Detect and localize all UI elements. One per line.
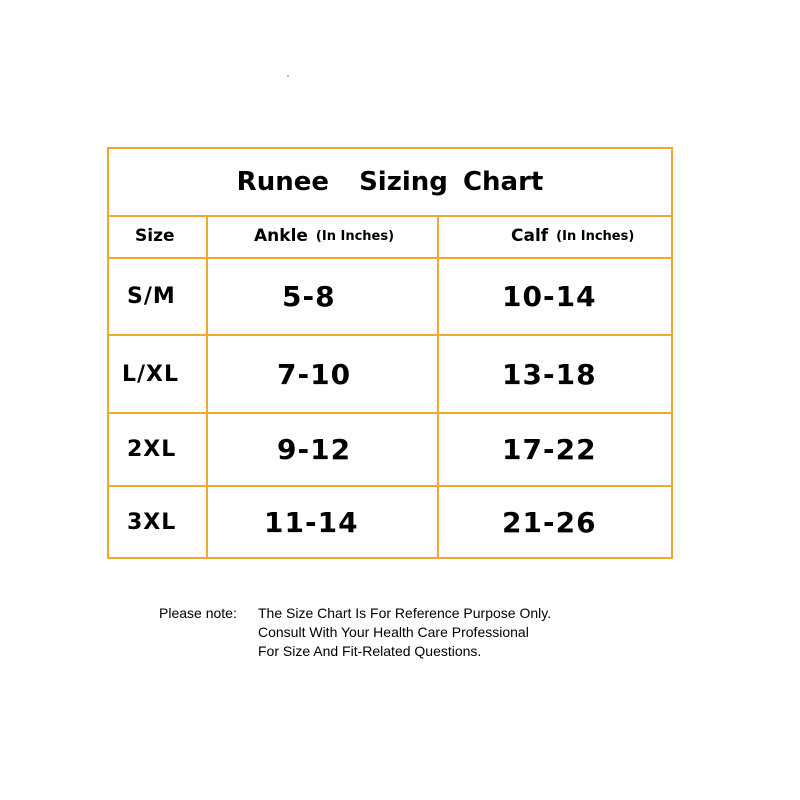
- header-calf-label: Calf: [511, 226, 549, 246]
- header-ankle-unit: (In Inches): [315, 228, 395, 244]
- ankle-cell: 11-14: [264, 505, 359, 539]
- sizing-chart-table: [107, 147, 673, 559]
- size-cell: 2XL: [127, 437, 177, 462]
- header-calf-unit: (In Inches): [556, 228, 635, 244]
- ankle-cell: 5-8: [282, 280, 336, 313]
- header-calf: [511, 215, 634, 257]
- note-line: For Size And Fit-Related Questions.: [258, 643, 482, 659]
- size-cell: L/XL: [122, 361, 180, 387]
- chart-title: Runee Sizing Chart: [236, 167, 544, 197]
- note-text: [258, 604, 551, 661]
- table-row: [109, 487, 671, 557]
- ankle-cell: 7-10: [277, 357, 352, 391]
- size-cell: S/M: [127, 284, 176, 309]
- calf-cell: 13-18: [502, 357, 597, 391]
- table-row: [109, 414, 671, 485]
- note-label: Please note:: [159, 605, 237, 621]
- size-cell: 3XL: [127, 509, 177, 535]
- header-ankle: [254, 215, 394, 257]
- table-row: [109, 336, 671, 412]
- header-size: [135, 215, 175, 257]
- note-line: Consult With Your Health Care Professional: [258, 624, 529, 640]
- note-line: The Size Chart Is For Reference Purpose Only.: [258, 605, 552, 621]
- ankle-cell: 9-12: [277, 433, 352, 466]
- calf-cell: 17-22: [502, 433, 597, 466]
- calf-cell: 10-14: [502, 280, 597, 313]
- stray-dot: [287, 75, 289, 77]
- table-row: [109, 259, 671, 334]
- header-ankle-label: Ankle: [254, 226, 308, 246]
- header-size-label: Size: [135, 226, 175, 246]
- calf-cell: 21-26: [502, 505, 597, 539]
